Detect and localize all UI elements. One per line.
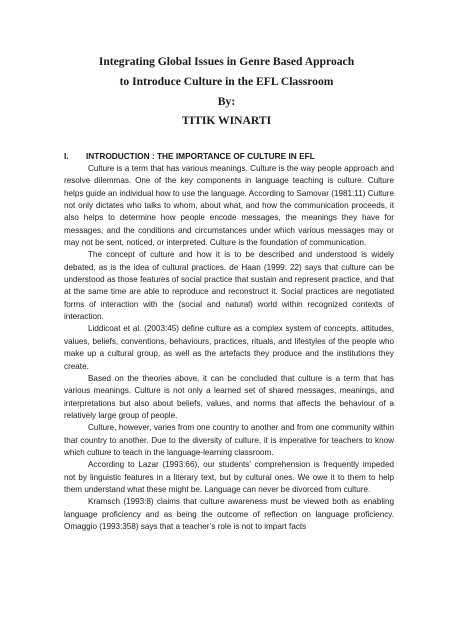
body-text: [64, 163, 394, 533]
section-title: INTRODUCTION : THE IMPORTANCE OF CULTURE IN EFL: [86, 151, 315, 161]
paragraph: According to Lazar (1993:66), our students’ comprehension is frequently impeded not by linguistic features in a literary text, but by cultural ones. We owe it to them to help them understand what these might be. Language can never be divorced from culture.: [64, 460, 394, 494]
by-label: By:: [217, 95, 236, 108]
section-heading: [64, 150, 315, 162]
section-number: I.: [64, 151, 69, 161]
paragraph: Based on the theories above, it can be concluded that culture is a term that has various meanings. Culture is not only a learned set of shared messages, meanings, and interpretations but also about beliefs, values, and norms that affects the behaviour of a relatively large group of people.: [64, 373, 394, 420]
paragraph: The concept of culture and how it is to be described and understood is widely debated, as is the idea of cultural practices. de Haan (1999: 22) says that culture can be understood as those features of social practice that sustain and represent practice, and that at the same time are able to reproduce and reconstruct it. Social practices are negotiated forms of interaction with the (social and natural) world within recognized contexts of interaction.: [64, 250, 394, 322]
paragraph: Liddicoat et al. (2003:45) define culture as a complex system of concepts, attitudes, values, beliefs, conventions, behaviours, practices, rituals, and lifestyles of the people who make up a cultural group, as well as the artefacts they produce and the institutions they create.: [64, 324, 394, 371]
author-name: TITIK WINARTI: [181, 114, 272, 127]
title-line-2: to Introduce Culture in the EFL Classroom: [119, 75, 334, 88]
title-block: [0, 52, 453, 130]
paragraph: Culture is a term that has various meanings. Culture is the way people approach and resolve dilemmas. One of the key components in language teaching is culture. Culture helps guide an individual how to use the language. According to Samovar (1981:11) Culture not only dictates who talks to whom, about what, and how the communication proceeds, it also helps to determine how people encode messages, the meanings they have for messages, and the conditions and circumstances under which various messages may or may not be sent, noticed, or interpreted. Culture is the foundation of communication.: [64, 164, 394, 248]
paragraph: Kramsch (1993:8) claims that culture awareness must be viewed both as enabling language proficiency and as being the outcome of reflection on language proficiency. Omaggio (1993:358) says that a teacher’s role is not to impart facts: [64, 497, 394, 531]
paragraph: Culture, however, varies from one country to another and from one community within that country to another. Due to the diversity of culture, it is imperative for teachers to know which culture to teach in the language-learning classroom.: [64, 423, 394, 457]
title-line-1: Integrating Global Issues in Genre Based Approach: [98, 55, 355, 68]
